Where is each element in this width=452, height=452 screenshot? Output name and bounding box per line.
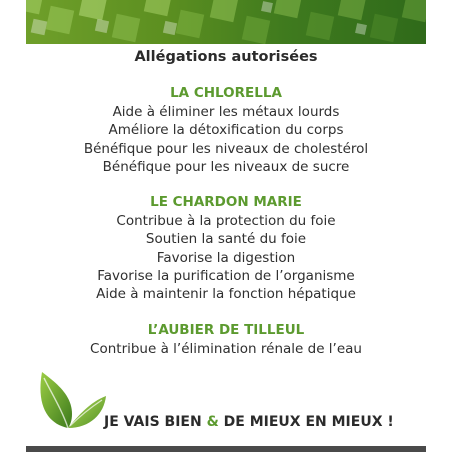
benefit-line: Contribue à la protection du foie xyxy=(116,213,336,229)
slogan-ampersand: & xyxy=(206,414,219,430)
benefit-line: Contribue à l’élimination rénale de l’eau xyxy=(90,341,362,357)
section-chardon-marie xyxy=(0,192,452,303)
section-aubier-tilleul xyxy=(0,320,452,358)
green-leaves-icon xyxy=(38,366,108,432)
benefit-line: Aide à maintenir la fonction hépatique xyxy=(96,286,356,303)
benefit-line: Favorise la purification de l’organisme xyxy=(97,267,355,284)
page-title: Allégations autorisées xyxy=(134,49,318,65)
benefit-line: Améliore la détoxification du corps xyxy=(108,122,344,139)
green-tiles-pattern xyxy=(26,0,426,44)
slogan-part2: DE MIEUX EN MIEUX ! xyxy=(218,414,394,430)
section-title: L’AUBIER DE TILLEUL xyxy=(147,322,305,338)
section-chlorella xyxy=(0,83,452,176)
benefit-line: Soutien la santé du foie xyxy=(145,231,307,248)
benefit-line: Bénéfique pour les niveaux de sucre xyxy=(102,158,350,175)
section-title: LE CHARDON MARIE xyxy=(150,194,302,210)
footer-bar xyxy=(26,446,426,452)
slogan-part1: JE VAIS BIEN xyxy=(104,414,207,430)
slogan xyxy=(104,414,394,430)
benefit-line: Aide à éliminer les métaux lourds xyxy=(112,104,340,120)
benefit-line: Favorise la digestion xyxy=(156,249,296,266)
benefit-line: Bénéfique pour les niveaux de cholestérol xyxy=(83,140,369,157)
header-banner xyxy=(26,0,426,44)
section-title: LA CHLORELLA xyxy=(170,85,282,101)
